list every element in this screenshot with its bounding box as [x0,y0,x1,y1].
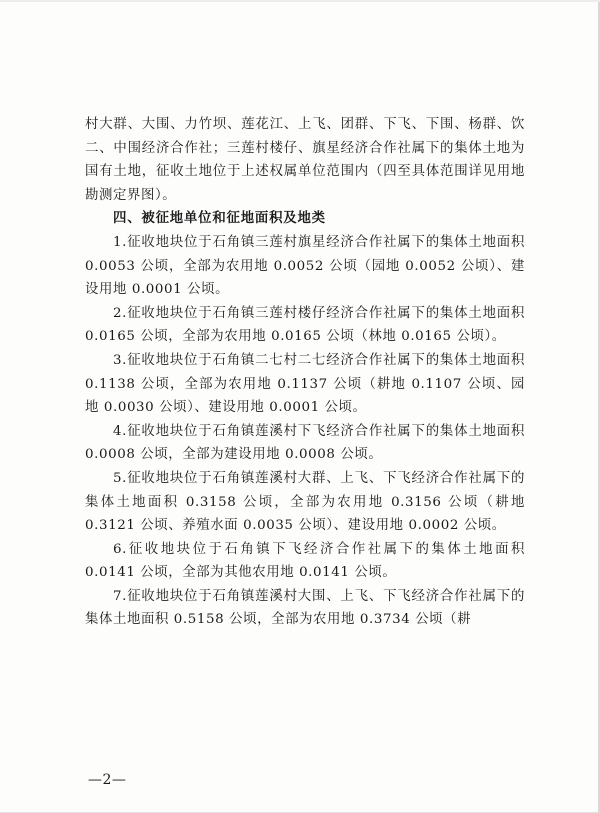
paragraph-item-7: 7.征收地块位于石角镇莲溪村大围、上飞、下飞经济合作社属下的集体土地面积 0.5158 公顷，全部为农用地 0.3734 公顷（耕 [85,588,525,628]
paragraph-item-4: 4.征收地块位于石角镇莲溪村下飞经济合作社属下的集体土地面积 0.0008 公顷，全部为建设用地 0.0008 公顷。 [85,423,525,463]
paragraph-item-5: 5.征收地块位于石角镇莲溪村大群、上飞、下飞经济合作社属下的集体土地面积 0.3158 公顷，全部为农用地 0.3156 公顷（耕地 0.3121 公顷、养殖水面 0.0035 公顷）、建设用地 0.0002 公顷。 [85,470,525,534]
document-body [85,113,525,632]
paragraph-item-6: 6.征收地块位于石角镇下飞经济合作社属下的集体土地面积 0.0141 公顷，全部为其他农用地 0.0141 公顷。 [85,541,525,581]
section-heading-four: 四、被征地单位和征地面积及地类 [113,211,326,227]
paragraph-item-2: 2.征收地块位于石角镇三莲村楼仔经济合作社属下的集体土地面积 0.0165 公顷，全部为农用地 0.0165 公顷（林地 0.0165 公顷）。 [85,305,525,345]
scan-edge [0,0,600,2]
paragraph-intro-continuation: 村大群、大围、力竹坝、莲花江、上飞、团群、下飞、下围、杨群、饮二、中围经济合作社；三莲村楼仔、旗星经济合作社属下的集体土地为国有土地，征收土地位于上述权属单位范围内（四至具体范围详见用地勘测定界图）。 [85,117,525,203]
paragraph-item-1: 1.征收地块位于石角镇三莲村旗星经济合作社属下的集体土地面积 0.0053 公顷，全部为农用地 0.0052 公顷（园地 0.0052 公顷）、建设用地 0.0001 公顷。 [85,234,525,298]
page-number: —2— [88,772,127,788]
paragraph-item-3: 3.征收地块位于石角镇二七村二七经济合作社属下的集体土地面积 0.1138 公顷，全部为农用地 0.1137 公顷（耕地 0.1107 公顷、园地 0.0030 公顷）、建设用地 0.0001 公顷。 [85,352,525,416]
